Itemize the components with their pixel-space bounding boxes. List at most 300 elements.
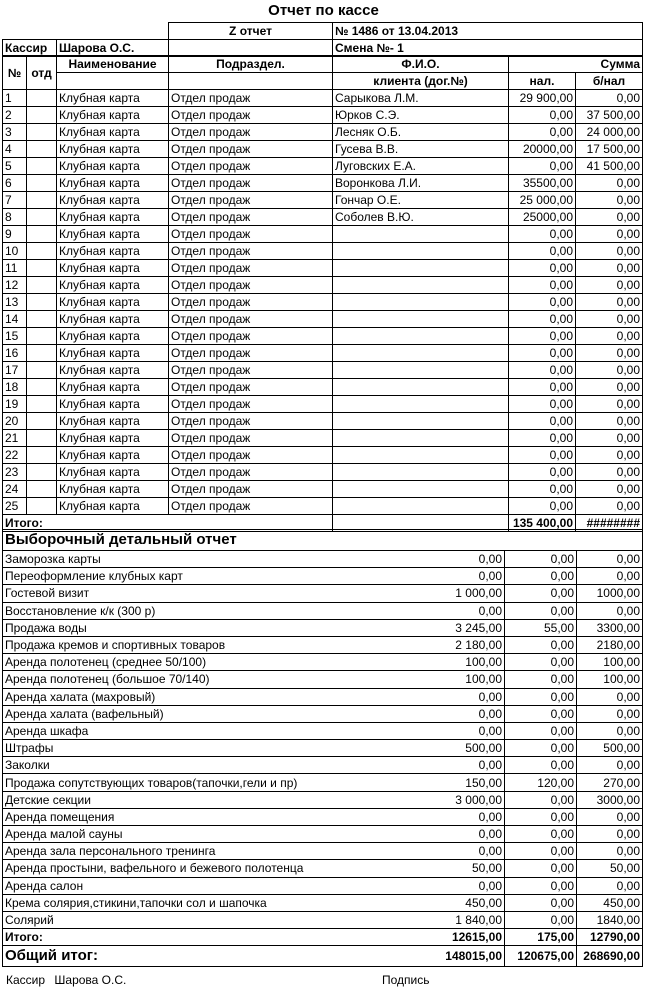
list-item [3, 654, 643, 671]
detail-row-cash: 0,00 [476, 809, 502, 825]
row-number: 14 [3, 311, 27, 328]
detail-row-noncash: 0,00 [505, 654, 577, 671]
row-dept [27, 209, 57, 226]
detail-row-noncash: 0,00 [505, 602, 577, 619]
row-cash: 0,00 [509, 362, 576, 379]
detail-row-name [3, 585, 505, 602]
row-number: 13 [3, 294, 27, 311]
row-subdiv: Отдел продаж [169, 192, 333, 209]
detail-row-label: Гостевой визит [5, 586, 90, 601]
row-name: Клубная карта [57, 413, 169, 430]
row-cash: 0,00 [509, 379, 576, 396]
detail-row-noncash: 0,00 [505, 722, 577, 739]
row-cash: 29 900,00 [509, 90, 576, 107]
row-noncash: 0,00 [576, 345, 643, 362]
row-dept [27, 362, 57, 379]
row-dept [27, 90, 57, 107]
row-name: Клубная карта [57, 277, 169, 294]
row-cash: 0,00 [509, 260, 576, 277]
grand-total-noncash: 120675,00 [505, 946, 577, 967]
row-client [333, 226, 509, 243]
row-subdiv: Отдел продаж [169, 141, 333, 158]
row-noncash: 0,00 [576, 311, 643, 328]
detail-row-sum: 1840,00 [577, 911, 643, 928]
detail-row-name [3, 671, 505, 688]
row-number: 7 [3, 192, 27, 209]
detail-row-sum: 0,00 [577, 877, 643, 894]
col-dept: отд [27, 56, 57, 90]
row-number: 12 [3, 277, 27, 294]
row-subdiv: Отдел продаж [169, 362, 333, 379]
detail-row-label: Аренда простыни, вафельного и бежевого полотенца [5, 861, 304, 876]
row-client [333, 345, 509, 362]
row-number: 8 [3, 209, 27, 226]
row-dept [27, 243, 57, 260]
row-noncash: 0,00 [576, 175, 643, 192]
detail-row-cash: 3 000,00 [452, 792, 502, 808]
detail-row-noncash: 0,00 [505, 911, 577, 928]
row-client: Воронкова Л.И. [333, 175, 509, 192]
detail-total-sum: 12790,00 [577, 929, 643, 946]
detail-row-name [3, 757, 505, 774]
row-client [333, 362, 509, 379]
row-name: Клубная карта [57, 141, 169, 158]
row-cash: 0,00 [509, 396, 576, 413]
row-client [333, 260, 509, 277]
row-dept [27, 413, 57, 430]
detail-row-sum: 0,00 [577, 808, 643, 825]
row-name: Клубная карта [57, 447, 169, 464]
detail-row-name [3, 911, 505, 928]
table-row [3, 430, 643, 447]
table-row [3, 498, 643, 515]
list-item [3, 602, 643, 619]
row-subdiv: Отдел продаж [169, 158, 333, 175]
detail-row-sum: 0,00 [577, 826, 643, 843]
row-dept [27, 141, 57, 158]
table-row [3, 90, 643, 107]
table-row [3, 311, 643, 328]
row-noncash: 0,00 [576, 379, 643, 396]
row-subdiv: Отдел продаж [169, 413, 333, 430]
table-row [3, 243, 643, 260]
row-dept [27, 447, 57, 464]
row-client: Юрков С.Э. [333, 107, 509, 124]
row-cash: 0,00 [509, 107, 576, 124]
detail-row-cash: 0,00 [476, 603, 502, 619]
detail-row-cash: 1 840,00 [452, 912, 502, 928]
detail-row-noncash: 0,00 [505, 894, 577, 911]
row-cash: 0,00 [509, 464, 576, 481]
row-noncash: 0,00 [576, 481, 643, 498]
row-cash: 0,00 [509, 311, 576, 328]
row-dept [27, 396, 57, 413]
detail-row-sum: 100,00 [577, 654, 643, 671]
table-row [3, 328, 643, 345]
footer [6, 973, 430, 987]
row-noncash: 0,00 [576, 430, 643, 447]
list-item [3, 740, 643, 757]
detail-row-cash: 0,00 [476, 843, 502, 859]
row-client [333, 277, 509, 294]
detail-row-sum: 0,00 [577, 843, 643, 860]
detail-row-label: Аренда полотенец (большое 70/140) [5, 672, 210, 687]
table-row [3, 396, 643, 413]
detail-row-cash: 0,00 [476, 826, 502, 842]
footer-cashier-name: Шарова О.С. [54, 973, 127, 987]
detail-row-name [3, 602, 505, 619]
row-number: 25 [3, 498, 27, 515]
detail-row-cash: 0,00 [476, 757, 502, 773]
list-item [3, 791, 643, 808]
table-row [3, 192, 643, 209]
list-item [3, 826, 643, 843]
list-item [3, 843, 643, 860]
detail-row-label: Аренда халата (махровый) [5, 689, 156, 704]
list-item [3, 585, 643, 602]
detail-row-label: Заколки [5, 758, 50, 773]
detail-row-noncash: 0,00 [505, 585, 577, 602]
row-cash: 0,00 [509, 243, 576, 260]
total-cash: 135 400,00 [509, 515, 576, 532]
table-row [3, 362, 643, 379]
list-item [3, 688, 643, 705]
row-subdiv: Отдел продаж [169, 209, 333, 226]
row-client [333, 294, 509, 311]
row-name: Клубная карта [57, 481, 169, 498]
row-cash: 0,00 [509, 277, 576, 294]
detail-row-cash: 0,00 [476, 706, 502, 722]
detail-row-noncash: 120,00 [505, 774, 577, 791]
detail-row-sum: 500,00 [577, 740, 643, 757]
detail-row-name [3, 568, 505, 585]
detail-row-name [3, 722, 505, 739]
row-client: Лесняк О.Б. [333, 124, 509, 141]
row-name: Клубная карта [57, 362, 169, 379]
row-number: 19 [3, 396, 27, 413]
row-subdiv: Отдел продаж [169, 447, 333, 464]
row-dept [27, 464, 57, 481]
detail-row-sum: 0,00 [577, 551, 643, 568]
row-dept [27, 328, 57, 345]
row-dept [27, 175, 57, 192]
row-number: 1 [3, 90, 27, 107]
list-item [3, 568, 643, 585]
col-no: № [3, 56, 27, 90]
row-number: 16 [3, 345, 27, 362]
detail-row-noncash: 55,00 [505, 619, 577, 636]
table-row [3, 107, 643, 124]
row-cash: 0,00 [509, 328, 576, 345]
detail-row-label: Переоформление клубных карт [5, 569, 183, 584]
detail-row-noncash: 0,00 [505, 877, 577, 894]
list-item [3, 774, 643, 791]
row-subdiv: Отдел продаж [169, 345, 333, 362]
grand-total-label: Общий итог: 148015,00 [3, 946, 505, 967]
row-name: Клубная карта [57, 311, 169, 328]
table-row [3, 209, 643, 226]
row-subdiv: Отдел продаж [169, 243, 333, 260]
row-noncash: 0,00 [576, 192, 643, 209]
row-name: Клубная карта [57, 260, 169, 277]
grand-total-sum: 268690,00 [577, 946, 643, 967]
detail-row-noncash: 0,00 [505, 551, 577, 568]
row-cash: 0,00 [509, 498, 576, 515]
list-item [3, 894, 643, 911]
row-noncash: 0,00 [576, 260, 643, 277]
row-name: Клубная карта [57, 90, 169, 107]
detail-row-label: Аренда салон [5, 878, 84, 893]
table-row [3, 226, 643, 243]
row-dept [27, 107, 57, 124]
list-item [3, 757, 643, 774]
list-item [3, 705, 643, 722]
row-noncash: 24 000,00 [576, 124, 643, 141]
sales-table [2, 55, 643, 532]
row-cash: 35500,00 [509, 175, 576, 192]
row-client: Соболев В.Ю. [333, 209, 509, 226]
row-client [333, 447, 509, 464]
row-noncash: 0,00 [576, 498, 643, 515]
row-cash: 0,00 [509, 124, 576, 141]
row-name: Клубная карта [57, 345, 169, 362]
row-number: 6 [3, 175, 27, 192]
row-noncash: 0,00 [576, 413, 643, 430]
row-name: Клубная карта [57, 464, 169, 481]
list-item [3, 808, 643, 825]
report-header [2, 22, 643, 57]
row-subdiv: Отдел продаж [169, 464, 333, 481]
detail-row-label: Аренда зала персонального тренинга [5, 844, 216, 859]
row-subdiv: Отдел продаж [169, 396, 333, 413]
row-name: Клубная карта [57, 175, 169, 192]
detail-row-label: Штрафы [5, 741, 54, 756]
detail-row-sum: 0,00 [577, 602, 643, 619]
detail-table [2, 529, 643, 967]
row-number: 4 [3, 141, 27, 158]
row-dept [27, 192, 57, 209]
row-subdiv: Отдел продаж [169, 277, 333, 294]
row-number: 20 [3, 413, 27, 430]
detail-row-name [3, 654, 505, 671]
detail-row-label: Аренда помещения [5, 809, 115, 824]
row-dept [27, 430, 57, 447]
row-number: 3 [3, 124, 27, 141]
detail-row-name [3, 619, 505, 636]
row-number: 11 [3, 260, 27, 277]
list-item [3, 911, 643, 928]
col-noncash: б/нал [576, 73, 643, 90]
detail-row-cash: 450,00 [462, 895, 502, 911]
table-row [3, 413, 643, 430]
detail-row-cash: 100,00 [462, 671, 502, 687]
col-subdiv: Подраздел. [169, 56, 333, 73]
row-number: 18 [3, 379, 27, 396]
row-number: 9 [3, 226, 27, 243]
detail-row-sum: 0,00 [577, 688, 643, 705]
row-noncash: 0,00 [576, 226, 643, 243]
detail-row-cash: 0,00 [476, 689, 502, 705]
detail-row-noncash: 0,00 [505, 671, 577, 688]
row-cash: 25000,00 [509, 209, 576, 226]
detail-row-cash: 1 000,00 [452, 585, 502, 601]
detail-row-name [3, 860, 505, 877]
detail-row-name [3, 826, 505, 843]
row-cash: 0,00 [509, 430, 576, 447]
row-dept [27, 481, 57, 498]
row-noncash: 41 500,00 [576, 158, 643, 175]
detail-total-cash: 12615,00 [451, 930, 502, 945]
row-cash: 0,00 [509, 158, 576, 175]
shift-label: Смена №- 1 [333, 40, 643, 57]
detail-row-name [3, 774, 505, 791]
row-client [333, 464, 509, 481]
list-item [3, 619, 643, 636]
row-client [333, 243, 509, 260]
detail-row-noncash: 0,00 [505, 688, 577, 705]
row-number: 17 [3, 362, 27, 379]
detail-row-label: Продажа кремов и спортивных товаров [5, 638, 226, 653]
row-subdiv: Отдел продаж [169, 107, 333, 124]
detail-row-name [3, 740, 505, 757]
table-row [3, 124, 643, 141]
row-subdiv: Отдел продаж [169, 311, 333, 328]
row-subdiv: Отдел продаж [169, 260, 333, 277]
detail-row-sum: 0,00 [577, 757, 643, 774]
row-noncash: 0,00 [576, 294, 643, 311]
row-cash: 0,00 [509, 447, 576, 464]
total-noncash: ######## [576, 515, 643, 532]
footer-signature: Подпись [382, 973, 430, 987]
row-cash: 20000,00 [509, 141, 576, 158]
detail-row-label: Детские секции [5, 792, 91, 807]
detail-row-cash: 0,00 [476, 551, 502, 567]
table-row [3, 260, 643, 277]
cashier-label: Кассир [3, 40, 57, 57]
row-name: Клубная карта [57, 294, 169, 311]
col-name: Наименование [57, 56, 169, 73]
col-fio: Ф.И.О. [333, 56, 509, 73]
row-client [333, 379, 509, 396]
detail-row-label: Аренда халата (вафельный) [5, 706, 164, 721]
row-name: Клубная карта [57, 158, 169, 175]
row-number: 10 [3, 243, 27, 260]
detail-row-label: Крема солярия,стикини,тапочки сол и шапочка [5, 895, 267, 910]
detail-title: Выборочный детальный отчет [3, 530, 643, 551]
row-number: 21 [3, 430, 27, 447]
detail-row-label: Восстановление к/к (300 р) [5, 603, 156, 618]
detail-row-name [3, 877, 505, 894]
detail-row-noncash: 0,00 [505, 636, 577, 653]
row-name: Клубная карта [57, 430, 169, 447]
row-name: Клубная карта [57, 328, 169, 345]
table-row [3, 294, 643, 311]
col-sum: Сумма [509, 56, 643, 73]
detail-row-label: Продажа воды [5, 620, 87, 635]
detail-row-name [3, 843, 505, 860]
detail-row-sum: 3000,00 [577, 791, 643, 808]
row-name: Клубная карта [57, 379, 169, 396]
row-noncash: 17 500,00 [576, 141, 643, 158]
row-dept [27, 498, 57, 515]
row-dept [27, 277, 57, 294]
row-client: Сарыкова Л.М. [333, 90, 509, 107]
table-row [3, 379, 643, 396]
row-name: Клубная карта [57, 209, 169, 226]
detail-row-label: Продажа сопутствующих товаров(тапочки,гели и пр) [5, 775, 298, 790]
row-client [333, 481, 509, 498]
table-row [3, 158, 643, 175]
row-client [333, 396, 509, 413]
row-noncash: 0,00 [576, 277, 643, 294]
row-dept [27, 294, 57, 311]
row-subdiv: Отдел продаж [169, 481, 333, 498]
table-row [3, 345, 643, 362]
detail-row-name [3, 808, 505, 825]
total-label: Итого: [3, 515, 333, 532]
table-row [3, 481, 643, 498]
row-client: Гончар О.Е. [333, 192, 509, 209]
detail-row-sum: 3300,00 [577, 619, 643, 636]
detail-row-sum: 0,00 [577, 705, 643, 722]
row-subdiv: Отдел продаж [169, 430, 333, 447]
detail-row-noncash: 0,00 [505, 740, 577, 757]
detail-row-sum: 50,00 [577, 860, 643, 877]
detail-row-label: Солярий [5, 913, 54, 928]
detail-row-sum: 270,00 [577, 774, 643, 791]
detail-row-cash: 3 245,00 [452, 620, 502, 636]
report-type: Z отчет [169, 23, 333, 40]
cashier-name: Шарова О.С. [57, 40, 169, 57]
row-dept [27, 311, 57, 328]
detail-row-cash: 0,00 [476, 723, 502, 739]
row-name: Клубная карта [57, 243, 169, 260]
row-dept [27, 379, 57, 396]
row-number: 5 [3, 158, 27, 175]
detail-row-label: Заморозка карты [5, 552, 101, 567]
row-name: Клубная карта [57, 107, 169, 124]
detail-row-cash: 0,00 [476, 878, 502, 894]
row-name: Клубная карта [57, 498, 169, 515]
row-cash: 0,00 [509, 413, 576, 430]
row-noncash: 0,00 [576, 447, 643, 464]
detail-row-noncash: 0,00 [505, 860, 577, 877]
report-title: Отчет по кассе [268, 2, 379, 19]
detail-row-cash: 150,00 [462, 775, 502, 791]
detail-row-name [3, 688, 505, 705]
row-number: 2 [3, 107, 27, 124]
detail-row-noncash: 0,00 [505, 568, 577, 585]
detail-row-label: Аренда малой сауны [5, 827, 123, 842]
row-noncash: 0,00 [576, 209, 643, 226]
detail-row-sum: 0,00 [577, 568, 643, 585]
row-subdiv: Отдел продаж [169, 328, 333, 345]
row-subdiv: Отдел продаж [169, 379, 333, 396]
row-number: 23 [3, 464, 27, 481]
detail-row-noncash: 0,00 [505, 808, 577, 825]
detail-row-cash: 50,00 [469, 860, 502, 876]
row-number: 24 [3, 481, 27, 498]
list-item [3, 722, 643, 739]
detail-total-noncash: 175,00 [505, 929, 577, 946]
row-dept [27, 226, 57, 243]
detail-row-sum: 100,00 [577, 671, 643, 688]
row-subdiv: Отдел продаж [169, 124, 333, 141]
detail-row-noncash: 0,00 [505, 843, 577, 860]
row-cash: 0,00 [509, 345, 576, 362]
row-client [333, 430, 509, 447]
row-name: Клубная карта [57, 192, 169, 209]
